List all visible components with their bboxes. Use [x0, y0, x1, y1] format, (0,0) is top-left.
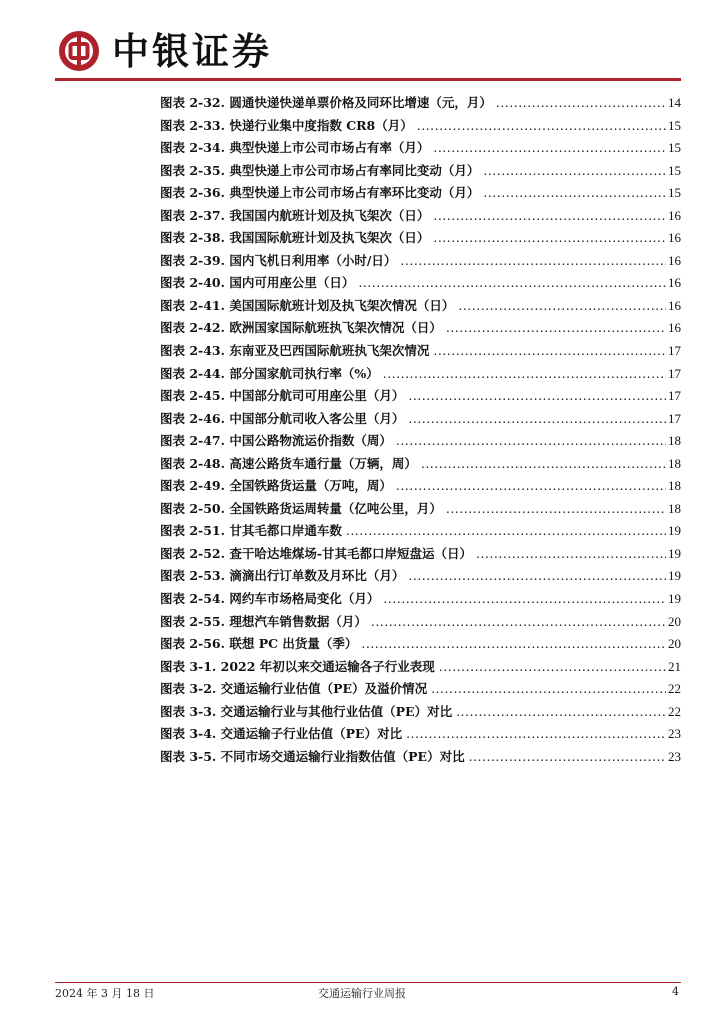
toc-entry-label: 图表 2-39. 国内飞机日利用率（小时/日） — [160, 252, 397, 268]
toc-entry[interactable] — [160, 295, 681, 318]
toc-entry-page: 17 — [668, 388, 681, 404]
toc-entry[interactable] — [160, 250, 681, 273]
toc-entry-label: 图表 2-48. 高速公路货车通行量（万辆，周） — [160, 455, 417, 471]
toc-entry[interactable] — [160, 92, 681, 115]
toc-entry[interactable] — [160, 385, 681, 408]
toc-entry-page: 19 — [668, 591, 681, 607]
toc-entry-label: 图表 3-5. 不同市场交通运输行业指数估值（PE）对比 — [160, 748, 465, 764]
toc-entry-page: 15 — [668, 117, 681, 133]
toc-entry-label: 图表 2-52. 查干哈达堆煤场-甘其毛都口岸短盘运（日） — [160, 545, 473, 561]
toc-entry[interactable] — [160, 227, 681, 250]
toc-entry-label: 图表 2-37. 我国国内航班计划及执飞架次（日） — [160, 207, 430, 223]
toc-entry-page: 15 — [668, 185, 681, 201]
toc-leader-dots — [396, 475, 666, 498]
toc-entry[interactable] — [160, 543, 681, 566]
toc-entry-page: 17 — [668, 343, 681, 359]
toc-leader-dots — [383, 588, 666, 611]
table-of-figures — [160, 92, 681, 768]
toc-leader-dots — [433, 340, 666, 363]
report-title: 交通运输行业周报 — [318, 987, 406, 1000]
bank-of-china-logo-icon — [58, 30, 100, 72]
toc-leader-dots — [346, 520, 666, 543]
toc-entry[interactable] — [160, 723, 681, 746]
toc-entry-label: 图表 2-53. 滴滴出行订单数及月环比（月） — [160, 568, 405, 584]
toc-leader-dots — [476, 543, 666, 566]
toc-entry-label: 图表 3-1. 2022 年初以来交通运输各子行业表现 — [160, 658, 435, 674]
toc-leader-dots — [483, 182, 666, 205]
toc-entry-page: 16 — [668, 297, 681, 313]
toc-entry[interactable] — [160, 656, 681, 679]
toc-entry-page: 19 — [668, 523, 681, 539]
toc-entry-page: 18 — [668, 500, 681, 516]
toc-entry[interactable] — [160, 363, 681, 386]
toc-entry-page: 19 — [668, 545, 681, 561]
toc-entry[interactable] — [160, 498, 681, 521]
toc-entry-page: 16 — [668, 275, 681, 291]
toc-entry[interactable] — [160, 205, 681, 228]
toc-entry-page: 19 — [668, 568, 681, 584]
toc-entry-page: 15 — [668, 140, 681, 156]
toc-entry-page: 16 — [668, 230, 681, 246]
toc-entry-label: 图表 2-54. 网约车市场格局变化（月） — [160, 591, 380, 607]
toc-leader-dots — [433, 137, 666, 160]
toc-entry[interactable] — [160, 340, 681, 363]
toc-entry-label: 图表 2-45. 中国部分航司可用座公里（月） — [160, 388, 405, 404]
toc-leader-dots — [483, 160, 666, 183]
toc-entry-page: 20 — [668, 636, 681, 652]
toc-entry-label: 图表 3-4. 交通运输子行业估值（PE）对比 — [160, 726, 403, 742]
toc-entry-label: 图表 2-32. 圆通快递快递单票价格及同环比增速（元，月） — [160, 95, 492, 110]
toc-entry-label: 图表 2-49. 全国铁路货运量（万吨，周） — [160, 478, 392, 494]
toc-entry-page: 23 — [668, 726, 681, 742]
toc-entry-page: 22 — [668, 681, 681, 697]
toc-entry-page: 16 — [668, 320, 681, 336]
toc-entry-page: 18 — [668, 478, 681, 494]
toc-leader-dots — [446, 498, 666, 521]
toc-entry-label: 图表 2-36. 典型快递上市公司市场占有率环比变动（月） — [160, 185, 480, 201]
toc-entry-label: 图表 2-33. 快递行业集中度指数 CR8（月） — [160, 117, 413, 133]
toc-leader-dots — [469, 746, 666, 769]
toc-entry-page: 22 — [668, 703, 681, 719]
toc-entry-label: 图表 2-56. 联想 PC 出货量（季） — [160, 636, 358, 652]
toc-leader-dots — [421, 453, 666, 476]
toc-entry-page: 21 — [668, 658, 681, 674]
toc-leader-dots — [408, 565, 666, 588]
toc-leader-dots — [446, 317, 666, 340]
toc-leader-dots — [400, 250, 666, 273]
toc-leader-dots — [371, 611, 666, 634]
toc-entry-label: 图表 2-47. 中国公路物流运价指数（周） — [160, 433, 392, 449]
toc-leader-dots — [439, 656, 666, 679]
toc-entry-label: 图表 2-34. 典型快递上市公司市场占有率（月） — [160, 140, 430, 156]
toc-entry-label: 图表 2-40. 国内可用座公里（日） — [160, 275, 355, 291]
toc-entry[interactable] — [160, 182, 681, 205]
toc-entry-label: 图表 2-42. 欧洲国家国际航班执飞架次情况（日） — [160, 320, 442, 336]
toc-entry[interactable] — [160, 408, 681, 431]
toc-entry[interactable] — [160, 588, 681, 611]
toc-entry-label: 图表 2-44. 部分国家航司执行率（%） — [160, 365, 379, 381]
toc-entry[interactable] — [160, 272, 681, 295]
toc-entry-label: 图表 2-51. 甘其毛都口岸通车数 — [160, 523, 342, 539]
toc-entry-page: 18 — [668, 455, 681, 471]
toc-leader-dots — [458, 295, 666, 318]
toc-entry-label: 图表 2-46. 中国部分航司收入客公里（月） — [160, 410, 405, 426]
header-divider — [55, 78, 681, 81]
toc-entry[interactable] — [160, 633, 681, 656]
toc-leader-dots — [358, 272, 666, 295]
page-number: 4 — [672, 985, 679, 998]
toc-entry-page: 23 — [668, 748, 681, 764]
toc-entry[interactable] — [160, 678, 681, 701]
toc-entry-label: 图表 2-50. 全国铁路货运周转量（亿吨公里，月） — [160, 500, 442, 516]
toc-entry[interactable] — [160, 520, 681, 543]
footer-divider — [55, 982, 681, 983]
toc-entry[interactable] — [160, 115, 681, 138]
toc-entry-label: 图表 2-35. 典型快递上市公司市场占有率同比变动（月） — [160, 162, 480, 178]
toc-entry-page: 15 — [668, 162, 681, 178]
toc-entry[interactable] — [160, 317, 681, 340]
toc-entry-page: 18 — [668, 433, 681, 449]
toc-leader-dots — [406, 723, 666, 746]
toc-leader-dots — [408, 385, 666, 408]
toc-entry[interactable] — [160, 611, 681, 634]
toc-entry-page: 17 — [668, 365, 681, 381]
toc-entry[interactable] — [160, 701, 681, 724]
toc-leader-dots — [433, 227, 666, 250]
page-header — [0, 0, 724, 84]
toc-entry[interactable] — [160, 430, 681, 453]
report-date: 2024 年 3 月 18 日 — [55, 987, 155, 1000]
toc-leader-dots — [433, 205, 666, 228]
toc-leader-dots — [431, 678, 666, 701]
toc-entry-label: 图表 3-2. 交通运输行业估值（PE）及溢价情况 — [160, 681, 428, 697]
toc-entry[interactable] — [160, 453, 681, 476]
toc-entry[interactable] — [160, 746, 681, 769]
toc-entry[interactable] — [160, 565, 681, 588]
brand-name: 中银证券 — [112, 29, 272, 73]
toc-entry-label: 图表 2-55. 理想汽车销售数据（月） — [160, 613, 367, 629]
toc-leader-dots — [496, 92, 666, 115]
toc-leader-dots — [417, 115, 666, 138]
toc-entry-label: 图表 2-38. 我国国际航班计划及执飞架次（日） — [160, 230, 430, 246]
toc-entry-page: 14 — [668, 95, 681, 110]
toc-entry-label: 图表 2-41. 美国国际航班计划及执飞架次情况（日） — [160, 297, 455, 313]
toc-leader-dots — [408, 408, 666, 431]
toc-entry-label: 图表 2-43. 东南亚及巴西国际航班执飞架次情况 — [160, 343, 430, 359]
toc-entry-page: 20 — [668, 613, 681, 629]
toc-leader-dots — [396, 430, 666, 453]
toc-entry-label: 图表 3-3. 交通运输行业与其他行业估值（PE）对比 — [160, 703, 453, 719]
toc-entry[interactable] — [160, 475, 681, 498]
toc-leader-dots — [456, 701, 666, 724]
toc-leader-dots — [383, 363, 666, 386]
toc-entry-page: 17 — [668, 410, 681, 426]
toc-entry[interactable] — [160, 160, 681, 183]
toc-entry[interactable] — [160, 137, 681, 160]
toc-entry-page: 16 — [668, 252, 681, 268]
toc-leader-dots — [361, 633, 666, 656]
toc-entry-page: 16 — [668, 207, 681, 223]
